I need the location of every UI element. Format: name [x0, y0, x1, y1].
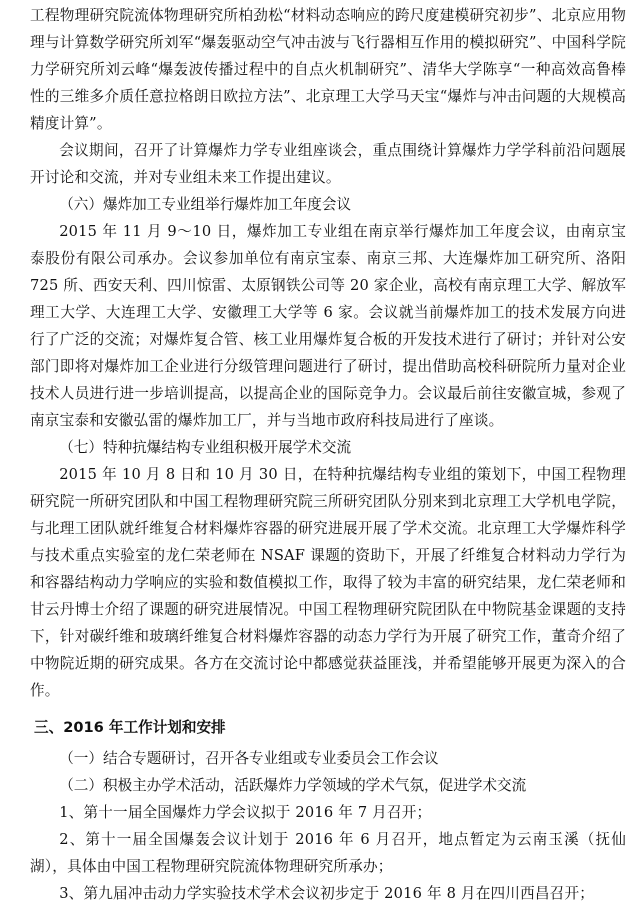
plan-subitem-1: 1、第十一届全国爆炸力学会议拟于 2016 年 7 月召开；: [59, 804, 432, 821]
paragraph-symposium: 会议期间，召开了计算爆炸力学专业组座谈会，重点围绕计算爆炸力学学科前沿问题展开讨论和交流，并对专业组未来工作提出建议。: [30, 142, 626, 186]
subheading-seven: （七）特种抗爆结构专业组积极开展学术交流: [59, 439, 352, 456]
section-heading-plan: 三、2016 年工作计划和安排: [34, 719, 226, 736]
plan-subitem-3: 3、第九届冲击动力学实验技术学术会议初步定于 2016 年 8 月在四川西昌召开；: [59, 885, 595, 902]
plan-item-2: （二）积极主办学术活动，活跃爆炸力学领域的学术气氛，促进学术交流: [59, 777, 527, 794]
paragraph-explosive-processing: 2015 年 11 月 9～10 日，爆炸加工专业组在南京举行爆炸加工年度会议，由南京宝泰股份有限公司承办。会议参加单位有南京宝泰、南京三邦、大连爆炸加工研究所、洛阳 725 所、西安天利、四川惊雷、太原钢铁公司等 20 家企业，高校有南京理工大学、解放军理工大学、大连理工大学、安徽理工大学等 6 家。会议就当前爆炸加工的技术发展方向进行了广泛的交流；对爆炸复合管、核工业用爆炸复合板的开发技术进行了研讨；并针对公安部门即将对爆炸加工企业进行分级管理问题进行了研讨，提出借助高校科研院所力量对企业技术人员进行进一步培训提高，以提高企业的国际竞争力。会议最后前往安徽宣城，参观了南京宝泰和安徽弘雷的爆炸加工厂，并与当地市政府科技局进行了座谈。: [30, 223, 626, 429]
subheading-six: （六）爆炸加工专业组举行爆炸加工年度会议: [59, 196, 352, 213]
paragraph-blast-resistant: 2015 年 10 月 8 日和 10 月 30 日，在特种抗爆结构专业组的策划下，中国工程物理研究院一所研究团队和中国工程物理研究院三所研究团队分别来到北京理工大学机电学院，与北理工团队就纤维复合材料爆炸容器的研究进展开展了学术交流。北京理工大学爆炸科学与技术重点实验室的龙仁荣老师在 NSAF 课题的资助下，开展了纤维复合材料动力学行为和容器结构动力学响应的实验和数值模拟工作，取得了较为丰富的研究结果，龙仁荣老师和甘云丹博士介绍了课题的研究进展情况。中国工程物理研究院团队在中物院基金课题的支持下，针对碳纤维和玻璃纤维复合材料爆炸容器的动态力学行为开展了研究工作，董奇介绍了中物院近期的研究成果。各方在交流讨论中都感觉获益匪浅，并希望能够开展更为深入的合作。: [30, 466, 626, 699]
plan-item-1: （一）结合专题研讨，召开各专业组或专业委员会工作会议: [59, 750, 439, 767]
paragraph-report-list: 工程物理研究院流体物理研究所柏劲松“材料动态响应的跨尺度建模研究初步”、北京应用物理与计算数学研究所刘军“爆轰驱动空气冲击波与飞行器相互作用的模拟研究”、中国科学院力学研究所刘云峰“爆轰波传播过程中的自点火机制研究”、清华大学陈享“一种高效高鲁棒性的三维多介质任意拉格朗日欧拉方法”、北京理工大学马天宝“爆炸与冲击问题的大规模高精度计算”。: [30, 7, 626, 132]
plan-subitem-2: 2、第十一届全国爆轰会议计划于 2016 年 6 月召开，地点暂定为云南玉溪（抚仙湖），具体由中国工程物理研究院流体物理研究所承办；: [30, 831, 626, 875]
